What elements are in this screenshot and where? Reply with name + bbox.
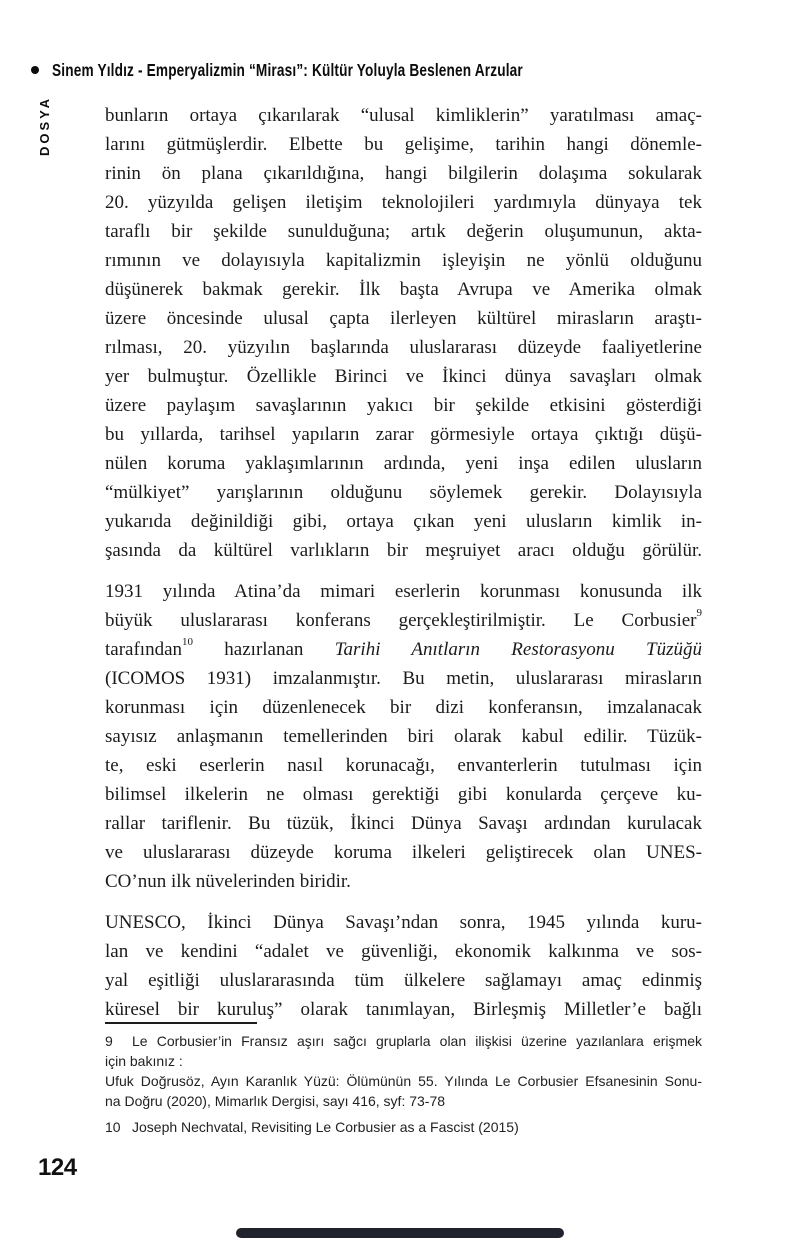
text-line: (ICOMOS 1931) imzalanmıştır. Bu metin, uluslararası mirasların xyxy=(105,668,702,689)
paragraph xyxy=(105,908,702,1024)
text-line: korunması için düzenlenecek bir dizi konferansın, imzalanacak xyxy=(105,697,702,718)
text-line: 10 Joseph Nechvatal, Revisiting Le Corbusier as a Fascist (2015) xyxy=(105,1119,519,1135)
text-line: yal eşitliği uluslararasında tüm ülkelere sağlamayı amaç edinmiş xyxy=(105,970,702,991)
text-line: te, eski eserlerin nasıl korunacağı, envanterlerin tutulması için xyxy=(105,755,702,776)
text-line: küresel bir kuruluş” olarak tanımlayan, Birleşmiş Milletler’e bağlı xyxy=(105,999,702,1020)
text-line: rinin ön plana çıkarıldığına, hangi bilgilerin dolaşıma sokularak xyxy=(105,163,702,184)
text-line: tarafından$^{10}$ hazırlanan Tarihi Anıtların Restorasyonu Tüzüğü xyxy=(105,636,702,660)
paragraph xyxy=(105,577,702,896)
text-line: bilimsel ilkelerin ne olması gerektiği gibi konularda çerçeve ku- xyxy=(105,784,702,805)
side-label-dosya: DOSYA xyxy=(37,95,52,156)
paragraph xyxy=(105,1117,702,1137)
text-line: şasında da kültürel varlıkların bir meşruiyet aracı olduğu görülür. xyxy=(105,540,702,561)
text-line: 9 Le Corbusier’in Fransız aşırı sağcı gruplarla olan ilişkisi üzerine yazılanlara erişmek xyxy=(105,1033,702,1049)
text-line: üzere paylaşım savaşlarının yakıcı bir şekilde etkisini gösterdiği xyxy=(105,395,702,416)
text-line: için bakınız : xyxy=(105,1053,183,1069)
text-line: ve uluslararası düzeyde koruma ilkeleri geliştirecek olan UNES- xyxy=(105,842,702,863)
text-line: bu yıllarda, tarihsel yapıların zarar görmesiyle ortaya çıktığı düşü- xyxy=(105,424,702,445)
text-line: nülen koruma yaklaşımlarının ardında, yeni inşa edilen ulusların xyxy=(105,453,702,474)
page-header xyxy=(52,61,523,80)
text-line: yukarıda değinildiği gibi, ortaya çıkan yeni ulusların kimlik in- xyxy=(105,511,702,532)
footnotes-section xyxy=(105,1022,702,1137)
paragraph xyxy=(105,1031,702,1111)
header-bullet-icon xyxy=(31,66,39,74)
header-article-title: Emperyalizmin “Mirası”: Kültür Yoluyla Beslenen Arzular xyxy=(146,60,523,80)
text-line: sayısız anlaşmanın temellerinden biri olarak kabul edilir. Tüzük- xyxy=(105,726,702,747)
text-line: larını gütmüşlerdir. Elbette bu gelişime, tarihin hangi dönemle- xyxy=(105,134,702,155)
paragraph xyxy=(105,101,702,565)
header-author: Sinem Yıldız - xyxy=(52,60,147,80)
text-line: düşünerek bakmak gerekir. İlk başta Avrupa ve Amerika olmak xyxy=(105,279,702,300)
text-line: bunların ortaya çıkarılarak “ulusal kimliklerin” yaratılması amaç- xyxy=(105,105,702,126)
footnotes-text xyxy=(105,1031,702,1137)
text-line: Ufuk Doğrusöz, Ayın Karanlık Yüzü: Ölümünün 55. Yılında Le Corbusier Efsanesinin Sonu- xyxy=(105,1073,702,1089)
text-line: UNESCO, İkinci Dünya Savaşı’ndan sonra, 1945 yılında kuru- xyxy=(105,912,702,933)
text-line: rallar tariflenir. Bu tüzük, İkinci Dünya Savaşı ardından kurulacak xyxy=(105,813,702,834)
text-line: lan ve kendini “adalet ve güvenliği, ekonomik kalkınma ve sos- xyxy=(105,941,702,962)
text-line: 1931 yılında Atina’da mimari eserlerin korunması konusunda ilk xyxy=(105,581,702,602)
text-line: 20. yüzyılda gelişen iletişim teknolojileri yardımıyla dünyaya tek xyxy=(105,192,702,213)
footnote-separator-rule xyxy=(105,1022,257,1024)
text-line: na Doğru (2020), Mimarlık Dergisi, sayı 416, syf: 73-78 xyxy=(105,1093,446,1109)
article-body xyxy=(105,101,702,1024)
text-line: “mülkiyet” yarışlarının olduğunu söylemek gerekir. Dolayısıyla xyxy=(105,482,702,503)
text-line: rılması, 20. yüzyılın başlarında uluslararası düzeyde faaliyetlerine xyxy=(105,337,702,358)
text-line: rımının ve dolayısıyla kapitalizmin işleyişin ne yönlü olduğunu xyxy=(105,250,702,271)
text-line: üzere öncesinde ulusal çapta ilerleyen kültürel mirasların araştı- xyxy=(105,308,702,329)
text-line: büyük uluslararası konferans gerçekleştirilmiştir. Le Corbusier$^9$ xyxy=(105,607,702,631)
home-indicator-bar[interactable] xyxy=(236,1228,564,1238)
text-line: taraflı bir şekilde sunulduğuna; artık değerin oluşumunun, akta- xyxy=(105,221,702,242)
text-line: yer bulmuştur. Özellikle Birinci ve İkinci dünya savaşları olmak xyxy=(105,366,702,387)
page-number: 124 xyxy=(38,1154,77,1181)
text-line: CO’nun ilk nüvelerinden biridir. xyxy=(105,871,351,892)
